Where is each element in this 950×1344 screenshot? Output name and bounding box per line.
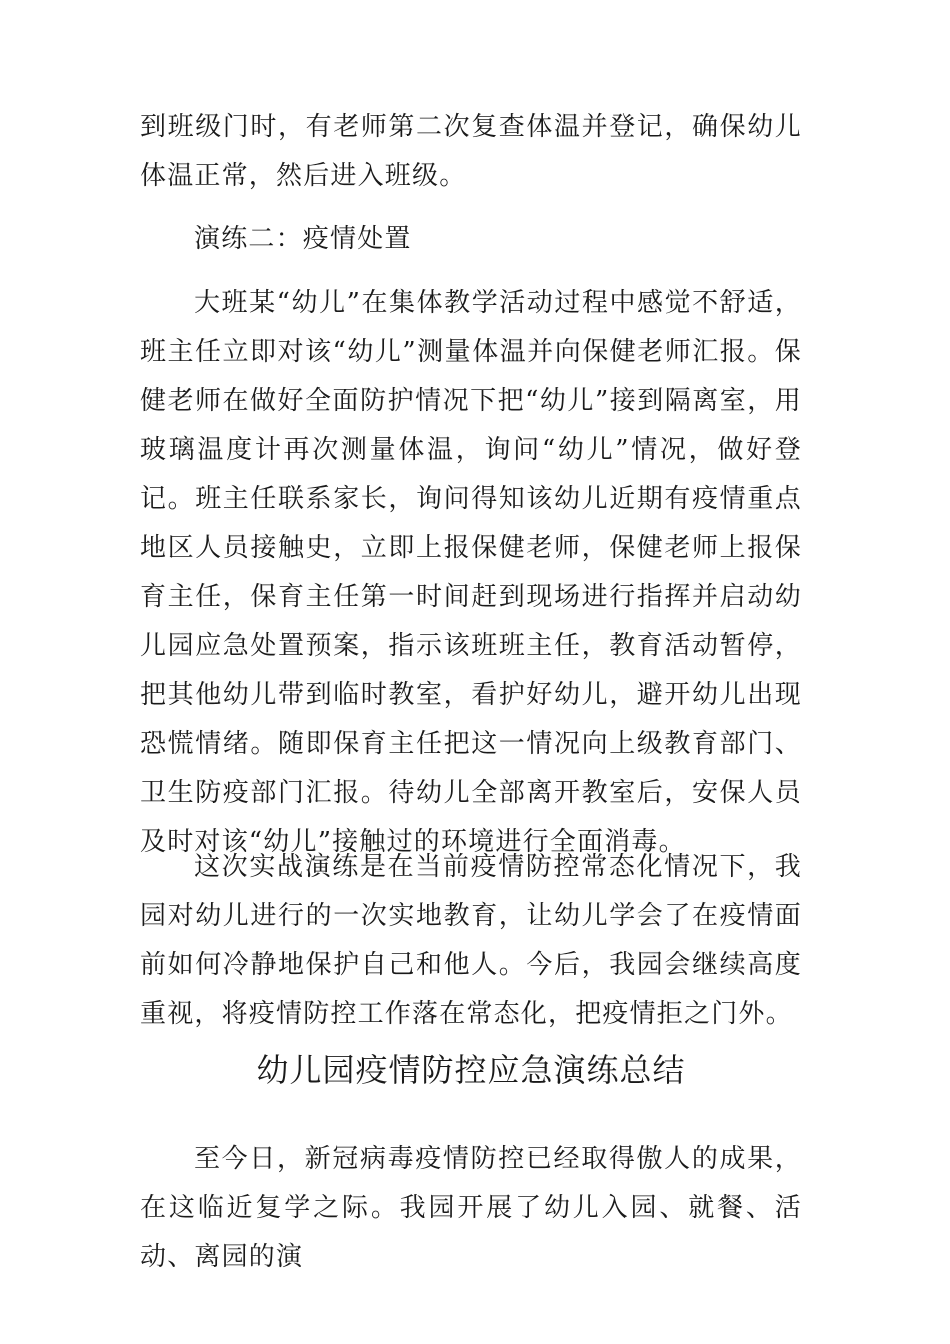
document-title: 幼儿园疫情防控应急演练总结	[256, 1051, 686, 1089]
section-label: 演练二：疫情处置	[194, 224, 412, 254]
paragraph-intro: 至今日，新冠病毒疫情防控已经取得傲人的成果，在这临近复学之际。我园开展了幼儿入园、就餐、活动、离园的演	[140, 1144, 802, 1272]
paragraph-continued: 到班级门时，有老师第二次复查体温并登记，确保幼儿体温正常，然后进入班级。	[140, 112, 802, 191]
paragraph-conclusion: 这次实战演练是在当前疫情防控常态化情况下，我园对幼儿进行的一次实地教育，让幼儿学会了在疫情面前如何冷静地保护自己和他人。今后，我园会继续高度重视，将疫情防控工作落在常态化，把疫情拒之门外。	[140, 852, 802, 1029]
paragraph-incident: 大班某“幼儿”在集体教学活动过程中感觉不舒适，班主任立即对该“幼儿”测量体温并向保健老师汇报。保健老师在做好全面防护情况下把“幼儿”接到隔离室，用玻璃温度计再次测量体温，询问“幼儿”情况，做好登记。班主任联系家长，询问得知该幼儿近期有疫情重点地区人员接触史，立即上报保健老师，保健老师上报保育主任，保育主任第一时间赶到现场进行指挥并启动幼儿园应急处置预案，指示该班班主任，教育活动暂停，把其他幼儿带到临时教室，看护好幼儿，避开幼儿出现恐慌情绪。随即保育主任把这一情况向上级教育部门、卫生防疫部门汇报。待幼儿全部离开教室后，安保人员及时对该“幼儿”接触过的环境进行全面消毒。	[140, 288, 802, 857]
